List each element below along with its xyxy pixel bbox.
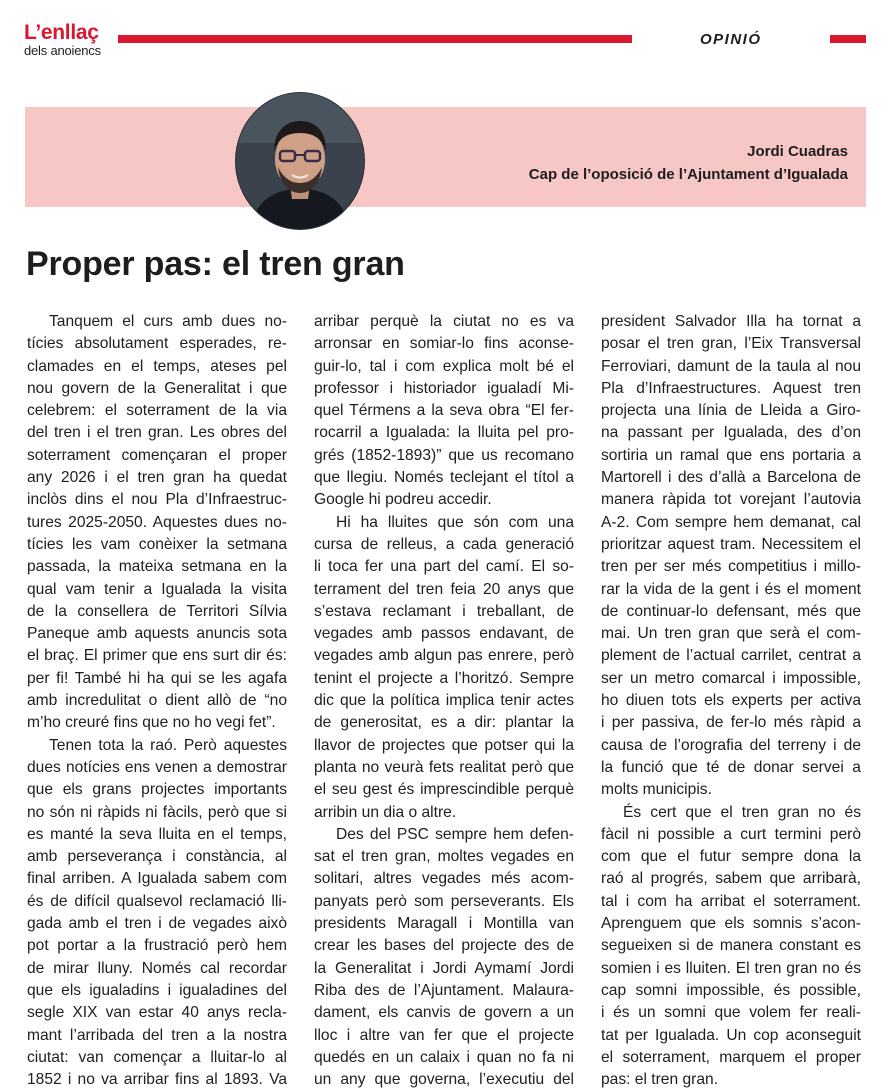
text-line: planta no veurà fets realitat però que [314,758,574,776]
text-line: passada, la mateixa setmana en la [27,558,287,576]
text-line: li toca fer una part del camí. El so- [314,558,574,576]
text-line: que els igualadins i igualadines del [27,981,287,999]
text-line: presidents Maragall i Montilla van [314,915,574,933]
text-line: vegades amb algun pas enrere, però [314,647,574,665]
author-role: Cap de l’oposició de l’Ajuntament d’Igualada [528,166,848,183]
text-line: grés (1852-1893)” que us recomano [314,446,574,464]
text-line: plement de l’actual carrilet, centrat a [601,647,861,665]
text-line: sat el tren gran, moltes vegades en [314,848,574,866]
text-line: inclòs dins el nou Pla d’Infraestruc- [27,491,287,509]
text-line: A-2. Com sempre hem demanat, cal [601,513,861,531]
text-line: amb incredulitat o dient allò de “no [27,692,287,710]
text-line: Des del PSC sempre hem defen- [336,825,574,843]
text-line: manera ràpida tot vorejant l’autovia [601,491,861,509]
text-line: gada amb el tren i de vegades això [27,915,287,933]
text-line: rocarril a Igualada: la lluita pel pro- [314,424,574,442]
text-line: Hi ha lluites que són com una [336,513,574,531]
text-line: llavor de projectes que potser qui la [314,736,574,754]
author-photo [235,92,365,230]
text-line: no són ni ràpids ni fàcils, però que si [27,803,287,821]
text-line: quedés en un calaix i quan no fa ni [314,1048,574,1066]
article-column-3 [601,311,861,1091]
text-line: de continuar-lo defensant, més que [601,602,861,620]
text-line: el braç. El primer que ens surt dir és: [27,647,287,665]
text-line: i és un somni que volem fer reali- [601,1004,861,1022]
text-line: ser un metro comarcal i impossible, [601,669,861,687]
text-line: arribar perquè la ciutat no es va [314,313,574,330]
author-info [529,140,848,186]
text-line: és de difícil qualsevol reclamació lli- [27,892,287,910]
text-line: qual vam tenir a Igualada la visita [27,580,287,598]
text-line: ho diuen tots els experts per activa [601,692,861,710]
text-line: raó al progrés, sabem que arribarà, [601,870,861,888]
text-line: rar la vida de la gent i és el moment [601,580,861,598]
text-line: final arriben. A Igualada sabem com [27,870,287,888]
text-line: posar el tren gran, l’Eix Transversal [601,335,861,353]
text-line: president Salvador Illa ha tornat a [601,313,861,330]
text-line: tren per ser més competitius i millo- [601,558,861,576]
text-line: causa de l’orografia del terreny i de [601,736,861,754]
text-line: tures 2025-2050. Aquestes dues no- [27,513,287,531]
text-line: clamades en el temps, ateses pel [27,357,287,375]
text-line: arronsar en somiar-lo fins aconse- [314,335,574,353]
text-line: tat per Igualada. Un cop aconseguit [601,1026,861,1044]
publication-logo[interactable] [24,22,101,57]
text-line: un any que governa, l’executiu del [314,1071,574,1089]
text-line: la Generalitat i Jordi Aymamí Jordi [314,959,574,977]
text-line: nou govern de la Generalitat i que [27,379,287,397]
text-line: lloc i altre van fer que el projecte [314,1026,574,1044]
text-line: ciutat: van començar a lluitar-lo al [27,1048,287,1066]
text-line: tal i com ha arribat el soterrament. [601,892,861,910]
text-line: sortiria un ramal que ens portaria a [601,446,861,464]
text-line: Riba des de l’Ajuntament. Malaura- [314,981,574,999]
text-line: crear les bases del projecte des de [314,937,574,955]
text-line: amb perseverança i constància, al [27,848,287,866]
text-line: solitari, altres vegades més acom- [314,870,574,888]
article-column-2 [314,311,574,1091]
text-line: dament, els canvis de govern a un [314,1004,574,1022]
text-line: com que el futur sempre dona la [601,848,861,866]
header-rule-left [118,35,632,43]
text-line: cursa de relleus, a cada generació [314,535,574,553]
text-line: Tanquem el curs amb dues no- [49,313,287,330]
text-line: segueixen si de manera constant es [601,937,861,955]
text-line: de la consellera de Territori Sílvia [27,602,287,620]
text-line: na passant per Igualada, des d’on [601,424,861,442]
author-portrait-icon [236,93,364,229]
text-line: s’estava reclamant i treballant, de [314,602,574,620]
text-line: dues notícies ens venen a demostrar [27,758,287,776]
text-line: el seu gest és imprescindible perquè [314,781,574,799]
logo-subtitle: dels anoiencs [24,43,101,58]
text-line: que els grans projectes importants [27,781,287,799]
text-line: soterrament començaran el proper [27,446,287,464]
text-line: fàcil ni possible a curt termini però [601,825,861,843]
author-name: Jordi Cuadras [747,143,848,160]
text-line: segle XIX van estar 40 anys recla- [27,1004,287,1022]
text-line: arribin un dia o altre. [314,803,457,821]
text-line: per fi! També hi ha qui se les agafa [27,669,287,687]
text-line: Aprenguem que els somnis s’acon- [601,915,861,933]
text-line: somien i es lluiten. El tren gran no és [601,959,861,977]
text-line: molts municipis. [601,781,712,799]
text-line: panyats però som perseverants. Els [314,892,574,910]
text-line: de mirar lluny. Només cal recordar [27,959,287,977]
text-line: guir-lo, tal i com explica molt bé el [314,357,574,375]
text-line: prioritzar aquest tram. Necessitem el [601,535,861,553]
text-line: celebrem: el soterrament de la via [27,402,287,420]
text-line: Tenen tota la raó. Però aquestes [49,736,287,754]
text-line: tícies absolutament esperades, re- [27,335,287,353]
text-line: la funció que té de donar servei a [601,758,861,776]
text-line: pot portar a la frustració però hem [27,937,287,955]
logo-title: L’enllaç [24,21,99,44]
text-line: Google hi podreu accedir. [314,491,492,509]
text-line: que llegiu. Només teclejant el títol a [314,469,574,487]
text-line: pas: el tren gran. [601,1071,719,1089]
section-label: OPINIÓ [700,31,762,48]
text-line: any 2026 i el tren gran ha quedat [27,469,287,487]
text-line: i per passiva, de fer-lo més ràpid a [601,714,861,732]
text-line: tenint el projecte a l’horitzó. Sempre [314,669,574,687]
text-line: tícies les vam conèixer la setmana [27,535,287,553]
text-line: Pla d’Infraestructures. Aquest tren [601,379,861,397]
text-line: terrament del tren feia 20 anys que [314,580,574,598]
text-line: projecta una línia de Lleida a Giro- [601,402,861,420]
text-line: 1852 i no va arribar fins al 1893. Va [27,1071,287,1089]
text-line: el soterrament, marquem el proper [601,1048,861,1066]
text-line: És cert que el tren gran no és [623,803,861,821]
text-line: vegades amb passos endavant, de [314,625,574,643]
text-line: Paneque amb aquests anuncis sota [27,625,287,643]
article-title: Proper pas: el tren gran [26,245,405,283]
text-line: professor i historiador igualadí Mi- [314,379,574,397]
text-line: es manté la seva lluita en el temps, [27,825,287,843]
text-line: mant l’arribada del tren a la nostra [27,1026,287,1044]
text-line: del tren i el tren gran. Les obres del [27,424,287,442]
text-line: quel Térmens a la seva obra “El fer- [314,402,574,420]
text-line: dic que la política implica tenir actes [314,692,574,710]
text-line: m’ho creuré fins que no ho vegi fet”. [27,714,276,732]
header-rule-right [830,35,866,43]
text-line: de generositat, es a dir: plantar la [314,714,574,732]
text-line: Ferroviari, damunt de la taula al nou [601,357,861,375]
text-line: Martorell i des d’allà a Barcelona de [601,469,861,487]
text-line: cap somni impossible, és possible, [601,981,861,999]
text-line: mai. Un tren gran que serà el com- [601,625,861,643]
article-column-1 [27,311,287,1091]
